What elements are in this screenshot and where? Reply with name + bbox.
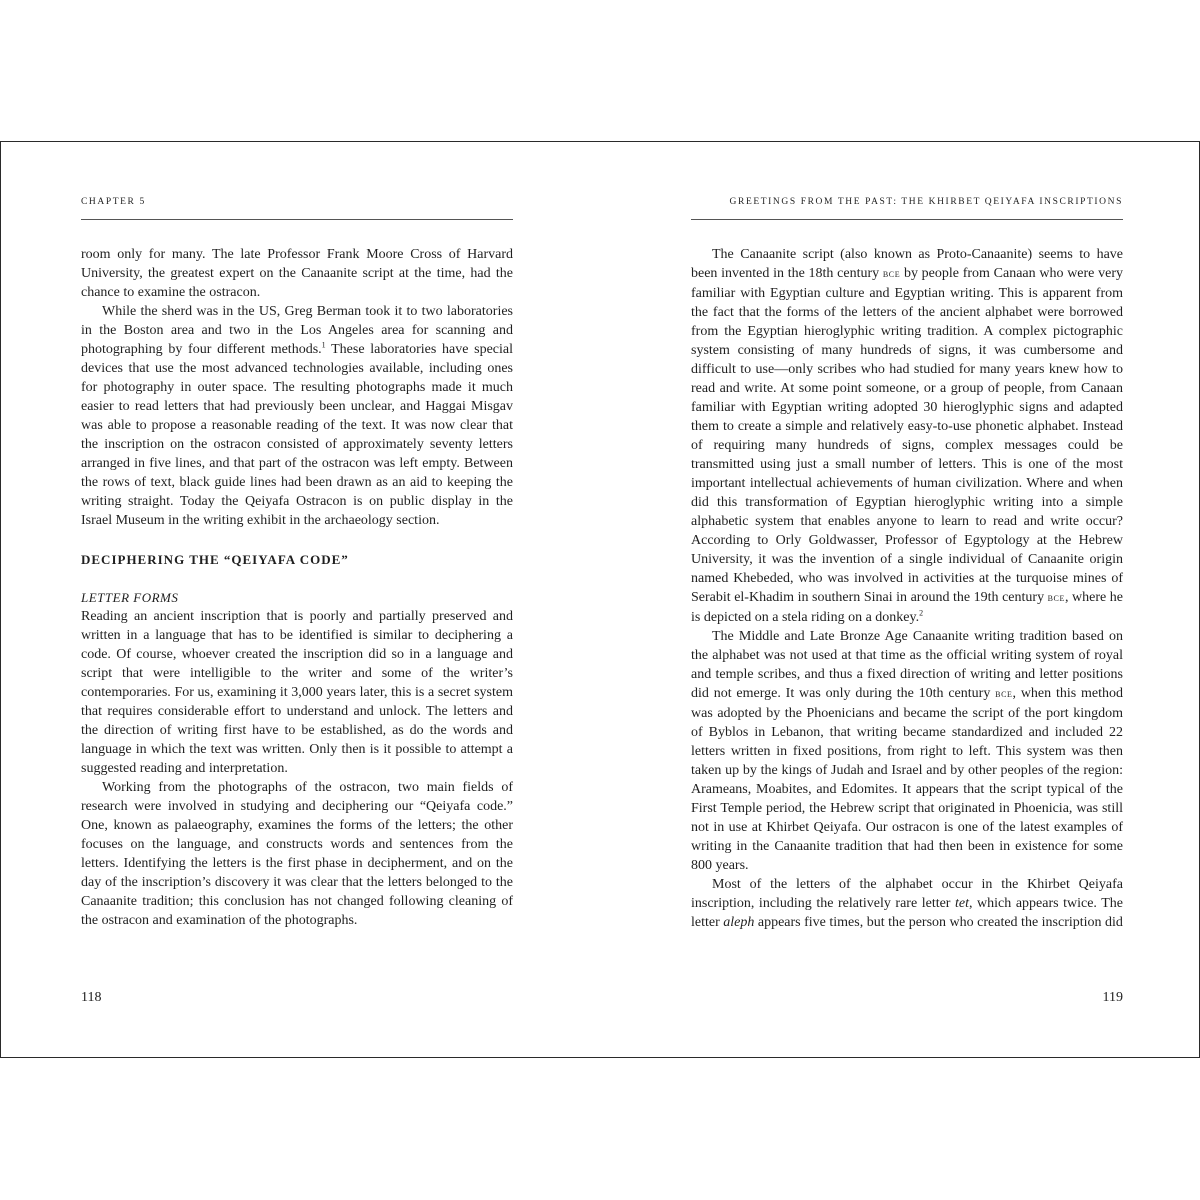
subheading-letter-forms: LETTER FORMS — [81, 590, 179, 605]
right-paragraph-3-text-a: Most of the letters of the alphabet occur in the Khirbet Qeiyafa inscription, including the relatively rare letter — [691, 877, 1123, 911]
left-paragraph-2-text-a: While the sherd was in the US, Greg Berman took it to two laboratories in the Boston area and two in the Los Angeles area for scanning and photographing by four different methods. — [81, 304, 513, 357]
left-running-head: CHAPTER 5 — [81, 197, 146, 207]
right-paragraph-2-text-a: The Middle and Late Bronze Age Canaanite writing tradition based on the alphabet was not used at that time as the official writing system of royal and temple scribes, and thus a fixed direction of writing and letter positions did not emerge. It was only during the 10th century — [691, 629, 1123, 701]
right-page — [691, 142, 1123, 1057]
right-paragraph-3 — [691, 875, 1123, 932]
book-spread — [0, 141, 1200, 1058]
right-paragraph-3-text-b: , which appears twice. The letter — [691, 896, 1123, 930]
right-paragraph-1-text-c: , where he is depicted on a stela riding on a donkey. — [691, 590, 1123, 625]
left-page — [81, 142, 513, 1057]
right-paragraph-1 — [691, 245, 1123, 627]
left-paragraph-3: Reading an ancient inscription that is poorly and partially preserved and written in a language that has to be identified is similar to deciphering a code. Of course, whoever created the inscription did so in a language and script that were intelligible to the writer and some of the writer’s contemporaries. For us, examining it 3,000 years later, this is a secret system that requires considerable effort to understand and unlock. The letters and the direction of writing first have to be established, as do the words and language in which the text was written. Only then is it possible to attempt a suggested reading and interpretation. — [81, 609, 513, 776]
right-paragraph-1-text-a: The Canaanite script (also known as Proto-Canaanite) seems to have been invented in the 18th century — [691, 247, 1123, 281]
left-paragraph-4: Working from the photographs of the ostracon, two main fields of research were involved in studying and deciphering our “Qeiyafa code.” One, known as palaeography, examines the forms of the letters; the other focuses on the language, and constructs words and sentences from the letters. Identifying the letters is the first phase in decipherment, and on the day of the inscription’s discovery it was clear that the letters belonged to the Canaanite tradition; this conclusion has not changed following cleaning of the ostracon and examination of the photographs. — [81, 780, 513, 928]
right-body-text — [691, 245, 1123, 932]
left-paragraph-2-text-b: These laboratories have special devices that use the most advanced technologies available, including ones for photography in outer space. The resulting photographs made it much easier to read letters that had previously been unclear, and Haggai Misgav was able to propose a reasonable reading of the text. It was now clear that the inscription on the ostracon consisted of approximately seventy letters arranged in five lines, and that part of the ostracon was left empty. Between the rows of text, black guide lines had been drawn as an aid to keeping the writing straight. Today the Qeiyafa Ostracon is on public display in the Israel Museum in the writing exhibit in the archaeology section. — [81, 342, 513, 528]
right-paragraph-1-text-b: by people from Canaan who were very familiar with Egyptian culture and Egyptian writing. This is apparent from the fact that the forms of the letters of the ancient alphabet were borrowed from the Egyptian hieroglyphic writing tradition. A complex pictographic system consisting of many hundreds of signs, it was cumbersome and difficult to use—only scribes who had studied for many years knew how to read and write. At some point someone, or a group of people, from Canaan familiar with Egyptian writing adopted 30 hieroglyphic signs and adapted them to create a simple and relatively easy-to-use phonetic alphabet. Instead of requiring many hundreds of signs, complex messages could be transmitted using just a small number of letters. This is one of the most important intellectual achievements of human civilization. Where and when did this transformation of Egyptian hieroglyphic writing into a simple alphabetic system that enables anyone to learn to read and write occur? According to Orly Goldwasser, Professor of Egyptology at the Hebrew University, it was the invention of a single individual of Canaanite origin named Khebeded, who was involved in activities at the turquoise mines of Serabit el-Khadim in southern Sinai in around the 19th century — [691, 266, 1123, 605]
footnote-ref-1[interactable]: 1 — [321, 340, 326, 350]
section-heading: DECIPHERING THE “QEIYAFA CODE” — [81, 552, 349, 567]
right-paragraph-3-text-c: appears five times, but the person who created the inscription did — [754, 915, 1123, 930]
bce-label: bce — [1047, 592, 1065, 604]
left-paragraph-1: room only for many. The late Professor Frank Moore Cross of Harvard University, the greatest expert on the Canaanite script at the time, had the chance to examine the ostracon. — [81, 247, 513, 300]
left-page-number: 118 — [81, 990, 102, 1005]
right-running-head: GREETINGS FROM THE PAST: THE KHIRBET QEIYAFA INSCRIPTIONS — [729, 197, 1123, 207]
left-body-text — [81, 245, 513, 930]
right-paragraph-2 — [691, 627, 1123, 875]
left-paragraph-2 — [81, 302, 513, 530]
right-page-number: 119 — [1102, 990, 1123, 1005]
bce-label: bce — [995, 688, 1013, 700]
term-aleph: aleph — [723, 915, 755, 930]
term-tet: tet — [955, 896, 970, 911]
footnote-ref-2[interactable]: 2 — [919, 608, 924, 618]
bce-label: bce — [882, 268, 901, 280]
right-head-rule — [691, 219, 1123, 220]
left-head-rule — [81, 219, 513, 220]
right-paragraph-2-text-b: , when this method was adopted by the Phoenicians and became the script of the port kingdom of Byblos in Lebanon, that writing became standardized and included 22 letters written in fixed positions, from right to left. This system was then taken up by the kings of Judah and Israel and by other peoples of the region: Arameans, Moabites, and Edomites. It appears that the script typical of the First Temple period, the Hebrew script that originated in Phoenicia, was still not in use at Khirbet Qeiyafa. Our ostracon is one of the latest examples of writing in the Canaanite tradition that had then been in existence for some 800 years. — [691, 686, 1123, 873]
